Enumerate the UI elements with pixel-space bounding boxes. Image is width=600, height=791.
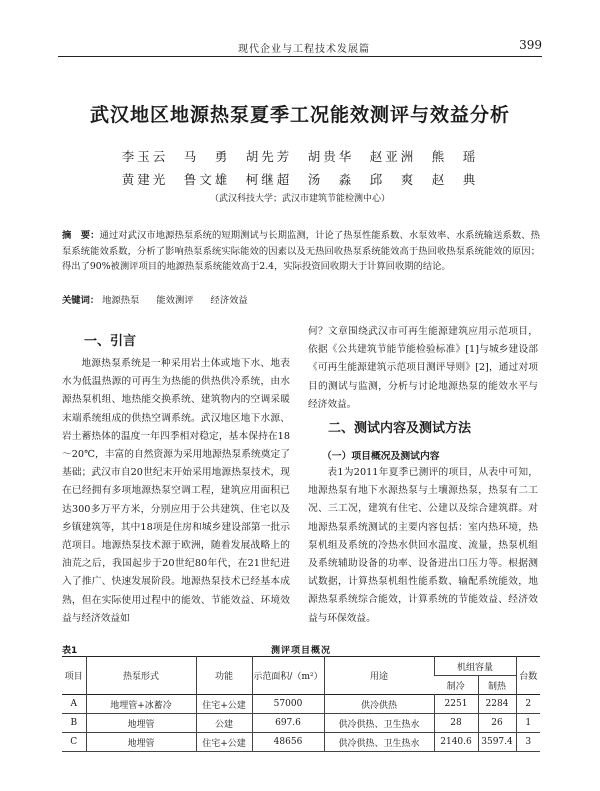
cell-form: 地埋管+冰蓄冷 [86,695,196,714]
keyword: 经济效益 [210,295,248,306]
cell-cooling: 2140.6 [434,733,478,752]
cell-count: 1 [516,714,540,733]
header-capacity: 机组容量 [434,657,516,676]
cell-function: 公建 [196,714,252,733]
header-cooling: 制冷 [446,681,465,692]
header-project: 项目 [64,672,83,682]
cell-form: 地埋管 [86,714,196,733]
cell-cooling: 2251 [434,695,478,714]
cell-cooling: 28 [434,714,478,733]
section-2-heading: 二、测试内容及测试方法 [328,421,472,436]
keyword: 能效测评 [156,295,194,306]
cell-function: 住宅+公建 [196,733,252,752]
cell-project: A [70,699,77,709]
cell-heating: 3597.4 [478,733,516,752]
section-1-body [62,355,290,628]
cell-count: 3 [516,733,540,752]
cell-use: 供冷供热、卫生热水 [324,733,434,752]
cell-area: 57000 [252,695,324,714]
project-table [62,656,540,752]
table-row [62,733,540,752]
page-number: 399 [519,38,542,52]
cell-form: 地埋管 [86,733,196,752]
paragraph: 何？文章围绕武汉市可再生能源建筑应用示范项目，依据《公共建筑节能节能检验标准》[1]与城乡建设部《可再生能源建筑示范项目测评导则》[2]，通过对项目的测试与监测，分析与讨论地源热泵的能效水平与经济效益。 [308,326,538,410]
section-2-subheading: （一）项目概况及测试内容 [322,451,440,462]
keywords-label: 关键词： [62,295,100,306]
header-heating: 制热 [478,676,516,695]
running-header [58,38,542,57]
table-label: 表1 [62,646,78,656]
header-area: 示范面积/（m²） [252,657,324,695]
table-title: 测评项目概况 [270,646,331,656]
table-row [62,695,540,714]
keyword: 地源热泵 [102,295,140,306]
section-2-body [308,464,538,628]
cell-heating: 2284 [478,695,516,714]
header-use: 用途 [324,657,434,695]
cell-area: 48656 [252,733,324,752]
section-1-heading: 一、引言 [84,334,137,349]
paper-title: 武汉地区地源热泵夏季工况能效测评与效益分析 [89,104,510,126]
cell-area: 697.6 [252,714,324,733]
authors-line-1: 李玉云 马 勇 胡先芳 胡贵华 赵亚洲 熊 瑶 [121,149,479,164]
header-function: 功能 [196,657,252,695]
cell-project: C [70,737,78,747]
authors-line-2: 黄建光 鲁文雄 柯继超 汤 淼 邱 爽 赵 典 [121,172,479,187]
cell-function: 住宅+公建 [196,695,252,714]
abstract-text: 通过对武汉市地源热泵系统的短期测试与长期监测，计论了热泵性能系数、水泵效率、水系统输送系数、热泵系统能效系数，分析了影响热泵系统实际能效的因素以及无热回收热泵系统能效高于热回收热泵系统能效的原因；得出了90%被测评项目的地源热泵系统能效高于2.4，实际投资回收期大于计算回收期的结论。 [62,230,540,272]
abstract-label: 摘 要： [62,230,100,241]
affiliation: （武汉科技大学；武汉市建筑节能检测中心） [209,194,390,204]
header-count: 台数 [516,657,540,695]
abstract [62,228,540,275]
cell-use: 供冷供热、卫生热水 [324,714,434,733]
header-form: 热泵形式 [86,657,196,695]
keywords [62,292,262,306]
cell-use: 供冷供热 [324,695,434,714]
cell-count: 2 [516,695,540,714]
cell-heating: 26 [478,714,516,733]
cell-project: B [70,718,78,728]
right-intro [308,323,538,414]
paragraph: 地源热泵系统是一种采用岩土体或地下水、地表水为低温热源的可再生为热能的供热供冷系统，由水源热泵机组、地热能交换系统、建筑物内的空调采暖末端系统组成的供热空调系统。武汉地区地下水源、岩土蓄热体的温度一年四季相对稳定，基本保持在18～20℃，丰富的自然资源为采用地源热泵系统奠定了基础；武汉市自20世纪末开始采用地源热泵技术，现在已经拥有多项地源热泵空调工程，建筑应用面积已达300多万平方米，分别应用于公共建筑、住宅以及乡镇建筑等，其中18项是住房和城乡建设部第一批示范项目。地源热泵技术源于欧洲，随着发展战略上的油荒之后，我国起步于20世纪80年代，在21世纪进入了推广、快速发展阶段。地源热泵技术已经基本成熟，但在实际使用过程中的能效、节能效益、环境效益与经济效益如 [62,358,290,624]
table-row [62,714,540,733]
paragraph: 表1为2011年夏季已测评的项目，从表中可知，地源热泵有地下水源热泵与土壤源热泵，热泵有二工况、三工况，建筑有住宅、公建以及综合建筑群。对地源热泵系统测试的主要内容包括：室内热环境，热泵机组及系统的冷热水供回水温度、流量，热泵机组及系统辅助设备的功率、设备进出口压力等。根据测试数据，计算热泵机组性能系数、输配系统能效，地源热泵系统综合能效，计算系统的节能效益、经济效益与环保效益。 [308,467,538,624]
running-title: 现代企业与工程技术发展篇 [238,44,370,55]
